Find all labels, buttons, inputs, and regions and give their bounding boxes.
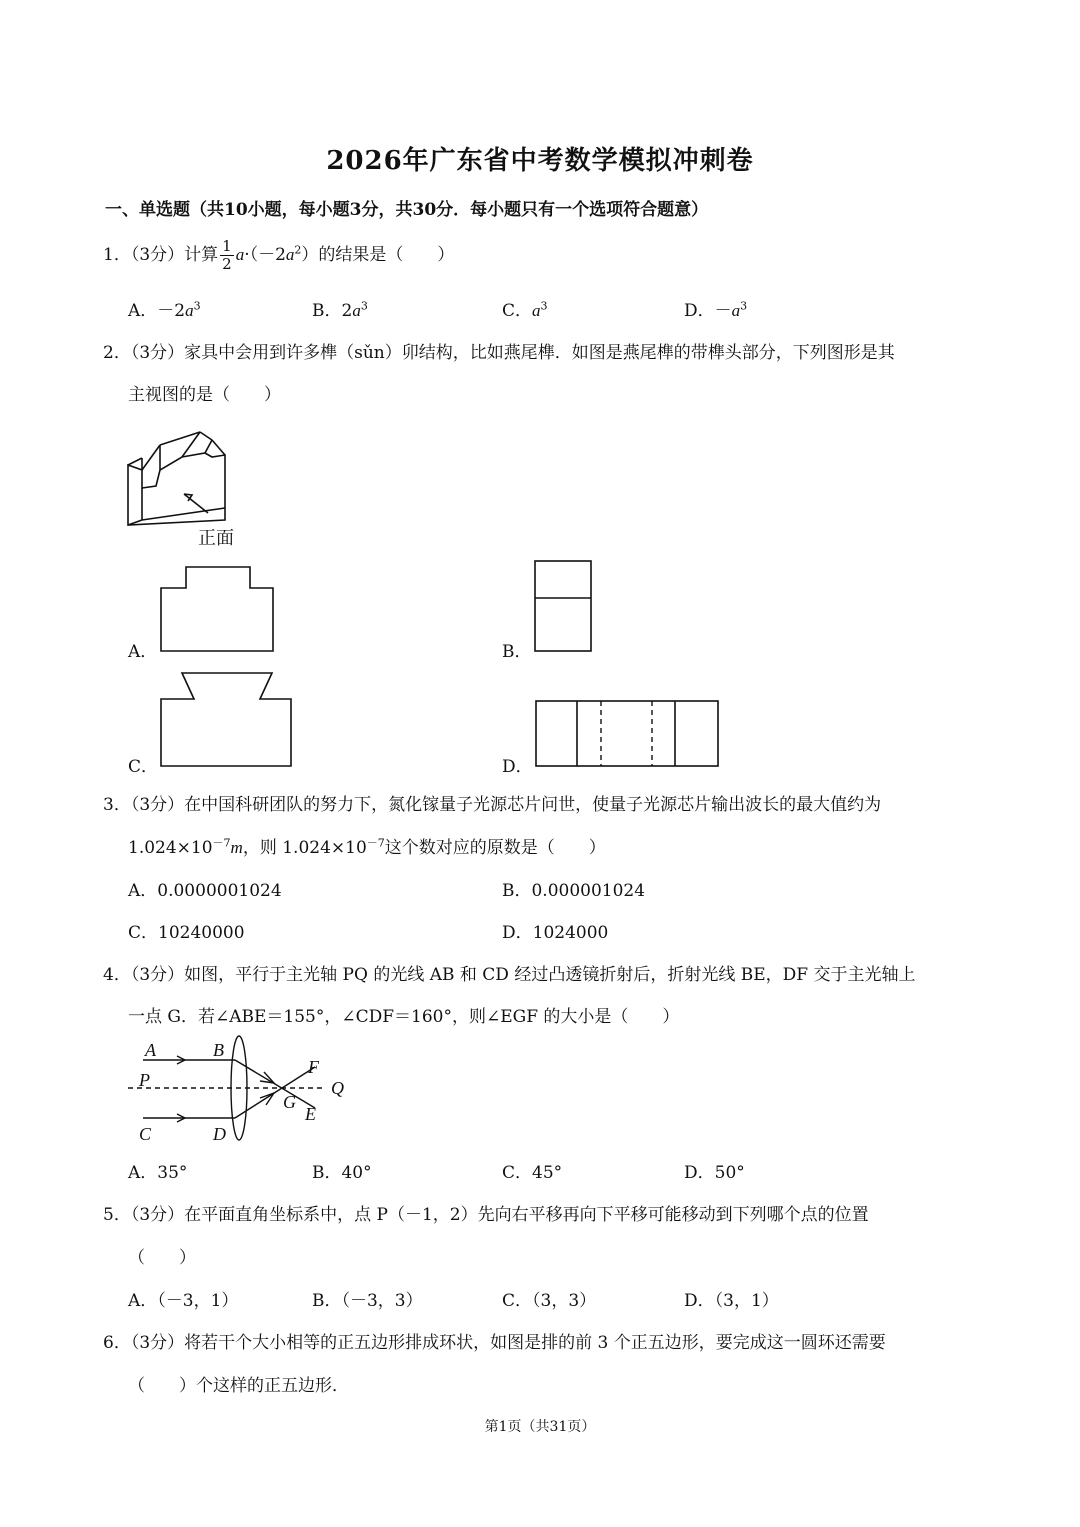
- q2-option-c-figure: [160, 672, 295, 770]
- q1-option-b: B．$2a^3$: [312, 299, 368, 321]
- q2-option-d-label: D．: [502, 757, 533, 777]
- q2-option-c-label: C．: [128, 757, 159, 777]
- q1-option-d: D．$-a^3$: [684, 299, 748, 321]
- q5-option-b: B．（－3，3）: [312, 1291, 423, 1311]
- q1-fraction: [220, 238, 234, 273]
- q1-mid: ·（－2: [244, 245, 286, 265]
- q3-option-c: C．10240000: [128, 923, 245, 943]
- q3-option-b: B．0.000001024: [502, 881, 646, 901]
- q3-line2: $1.024\times 10^{-7}m$，则 $1.024\times 10^{-7}$这个数对应的原数是（ ）: [128, 836, 606, 858]
- q6-line1: 6．（3分）将若干个大小相等的正五边形排成环状，如图是排的前 3 个正五边形，要完成这一圆环还需要: [103, 1333, 886, 1353]
- q4-lens-figure: [125, 1036, 355, 1148]
- label-d: D: [213, 1124, 226, 1144]
- q1-option-c: C．$a^3$: [502, 299, 548, 321]
- page-footer: 第1页（共31页）: [484, 1419, 596, 1435]
- section-heading: 一、单选题（共10小题，每小题3分，共30分．每小题只有一个选项符合题意）: [105, 200, 709, 220]
- label-c: C: [139, 1124, 152, 1144]
- q2-option-a-label: A．: [128, 642, 158, 662]
- q2-line1: 2．（3分）家具中会用到许多榫（sǔn）卯结构，比如燕尾榫．如图是燕尾榫的带榫头部分，下列图形是其: [103, 343, 895, 363]
- label-q: Q: [331, 1078, 344, 1098]
- q1-prefix: 1．（3分）计算: [103, 245, 219, 265]
- q4-option-c: C．45°: [502, 1163, 563, 1183]
- page-title: 2026年广东省中考数学模拟冲刺卷: [326, 146, 754, 176]
- q4-option-a: A．35°: [128, 1163, 188, 1183]
- q5-option-a: A．（－3，1）: [128, 1291, 239, 1311]
- q1-exp: 2: [294, 243, 302, 257]
- q2-dovetail-figure: [120, 410, 240, 530]
- label-g: G: [283, 1092, 296, 1112]
- q4-line1: 4．（3分）如图，平行于主光轴 PQ 的光线 AB 和 CD 经过凸透镜折射后，折射光线 BE，DF 交于主光轴上: [103, 965, 916, 985]
- q4-line2: 一点 G．若∠ABE＝155°，∠CDF＝160°，则∠EGF 的大小是（ ）: [128, 1007, 680, 1027]
- front-label: 正面: [198, 528, 234, 549]
- q2-option-a-figure: [160, 566, 280, 656]
- q3-option-a: A．0.0000001024: [128, 881, 282, 901]
- q1-var-a: a: [235, 245, 245, 264]
- q1-option-a: A．$-2a^3$: [128, 299, 201, 321]
- q3-option-d: D．1024000: [502, 923, 609, 943]
- label-p: P: [139, 1070, 150, 1090]
- q3-line1: 3．（3分）在中国科研团队的努力下，氮化镓量子光源芯片问世，使量子光源芯片输出波长的最大值约为: [103, 795, 882, 815]
- q5-option-d: D．（3，1）: [684, 1291, 779, 1311]
- label-e: E: [305, 1104, 316, 1124]
- label-f: F: [308, 1057, 319, 1077]
- question-1: [103, 238, 454, 273]
- q4-option-b: B．40°: [312, 1163, 372, 1183]
- q2-option-b-label: B．: [502, 642, 532, 662]
- label-a: A: [145, 1040, 156, 1060]
- q2-line2: 主视图的是（ ）: [128, 385, 281, 405]
- q5-option-c: C．（3，3）: [502, 1291, 597, 1311]
- q4-option-d: D．50°: [684, 1163, 745, 1183]
- q5-line2: （ ）: [128, 1248, 196, 1268]
- q2-option-b-figure: [534, 560, 594, 655]
- q5-line1: 5．（3分）在平面直角坐标系中，点 P（－1，2）先向右平移再向下平移可能移动到下列哪个点的位置: [103, 1205, 869, 1225]
- label-b: B: [213, 1040, 224, 1060]
- q1-denominator: 2: [222, 255, 232, 273]
- q6-line2: （ ）个这样的正五边形．: [128, 1376, 349, 1396]
- q1-numerator: 1: [222, 237, 232, 255]
- q1-var-a2: a: [285, 245, 295, 264]
- q2-option-d-figure: [535, 700, 721, 770]
- q1-suffix: ）的结果是（ ）: [301, 245, 455, 265]
